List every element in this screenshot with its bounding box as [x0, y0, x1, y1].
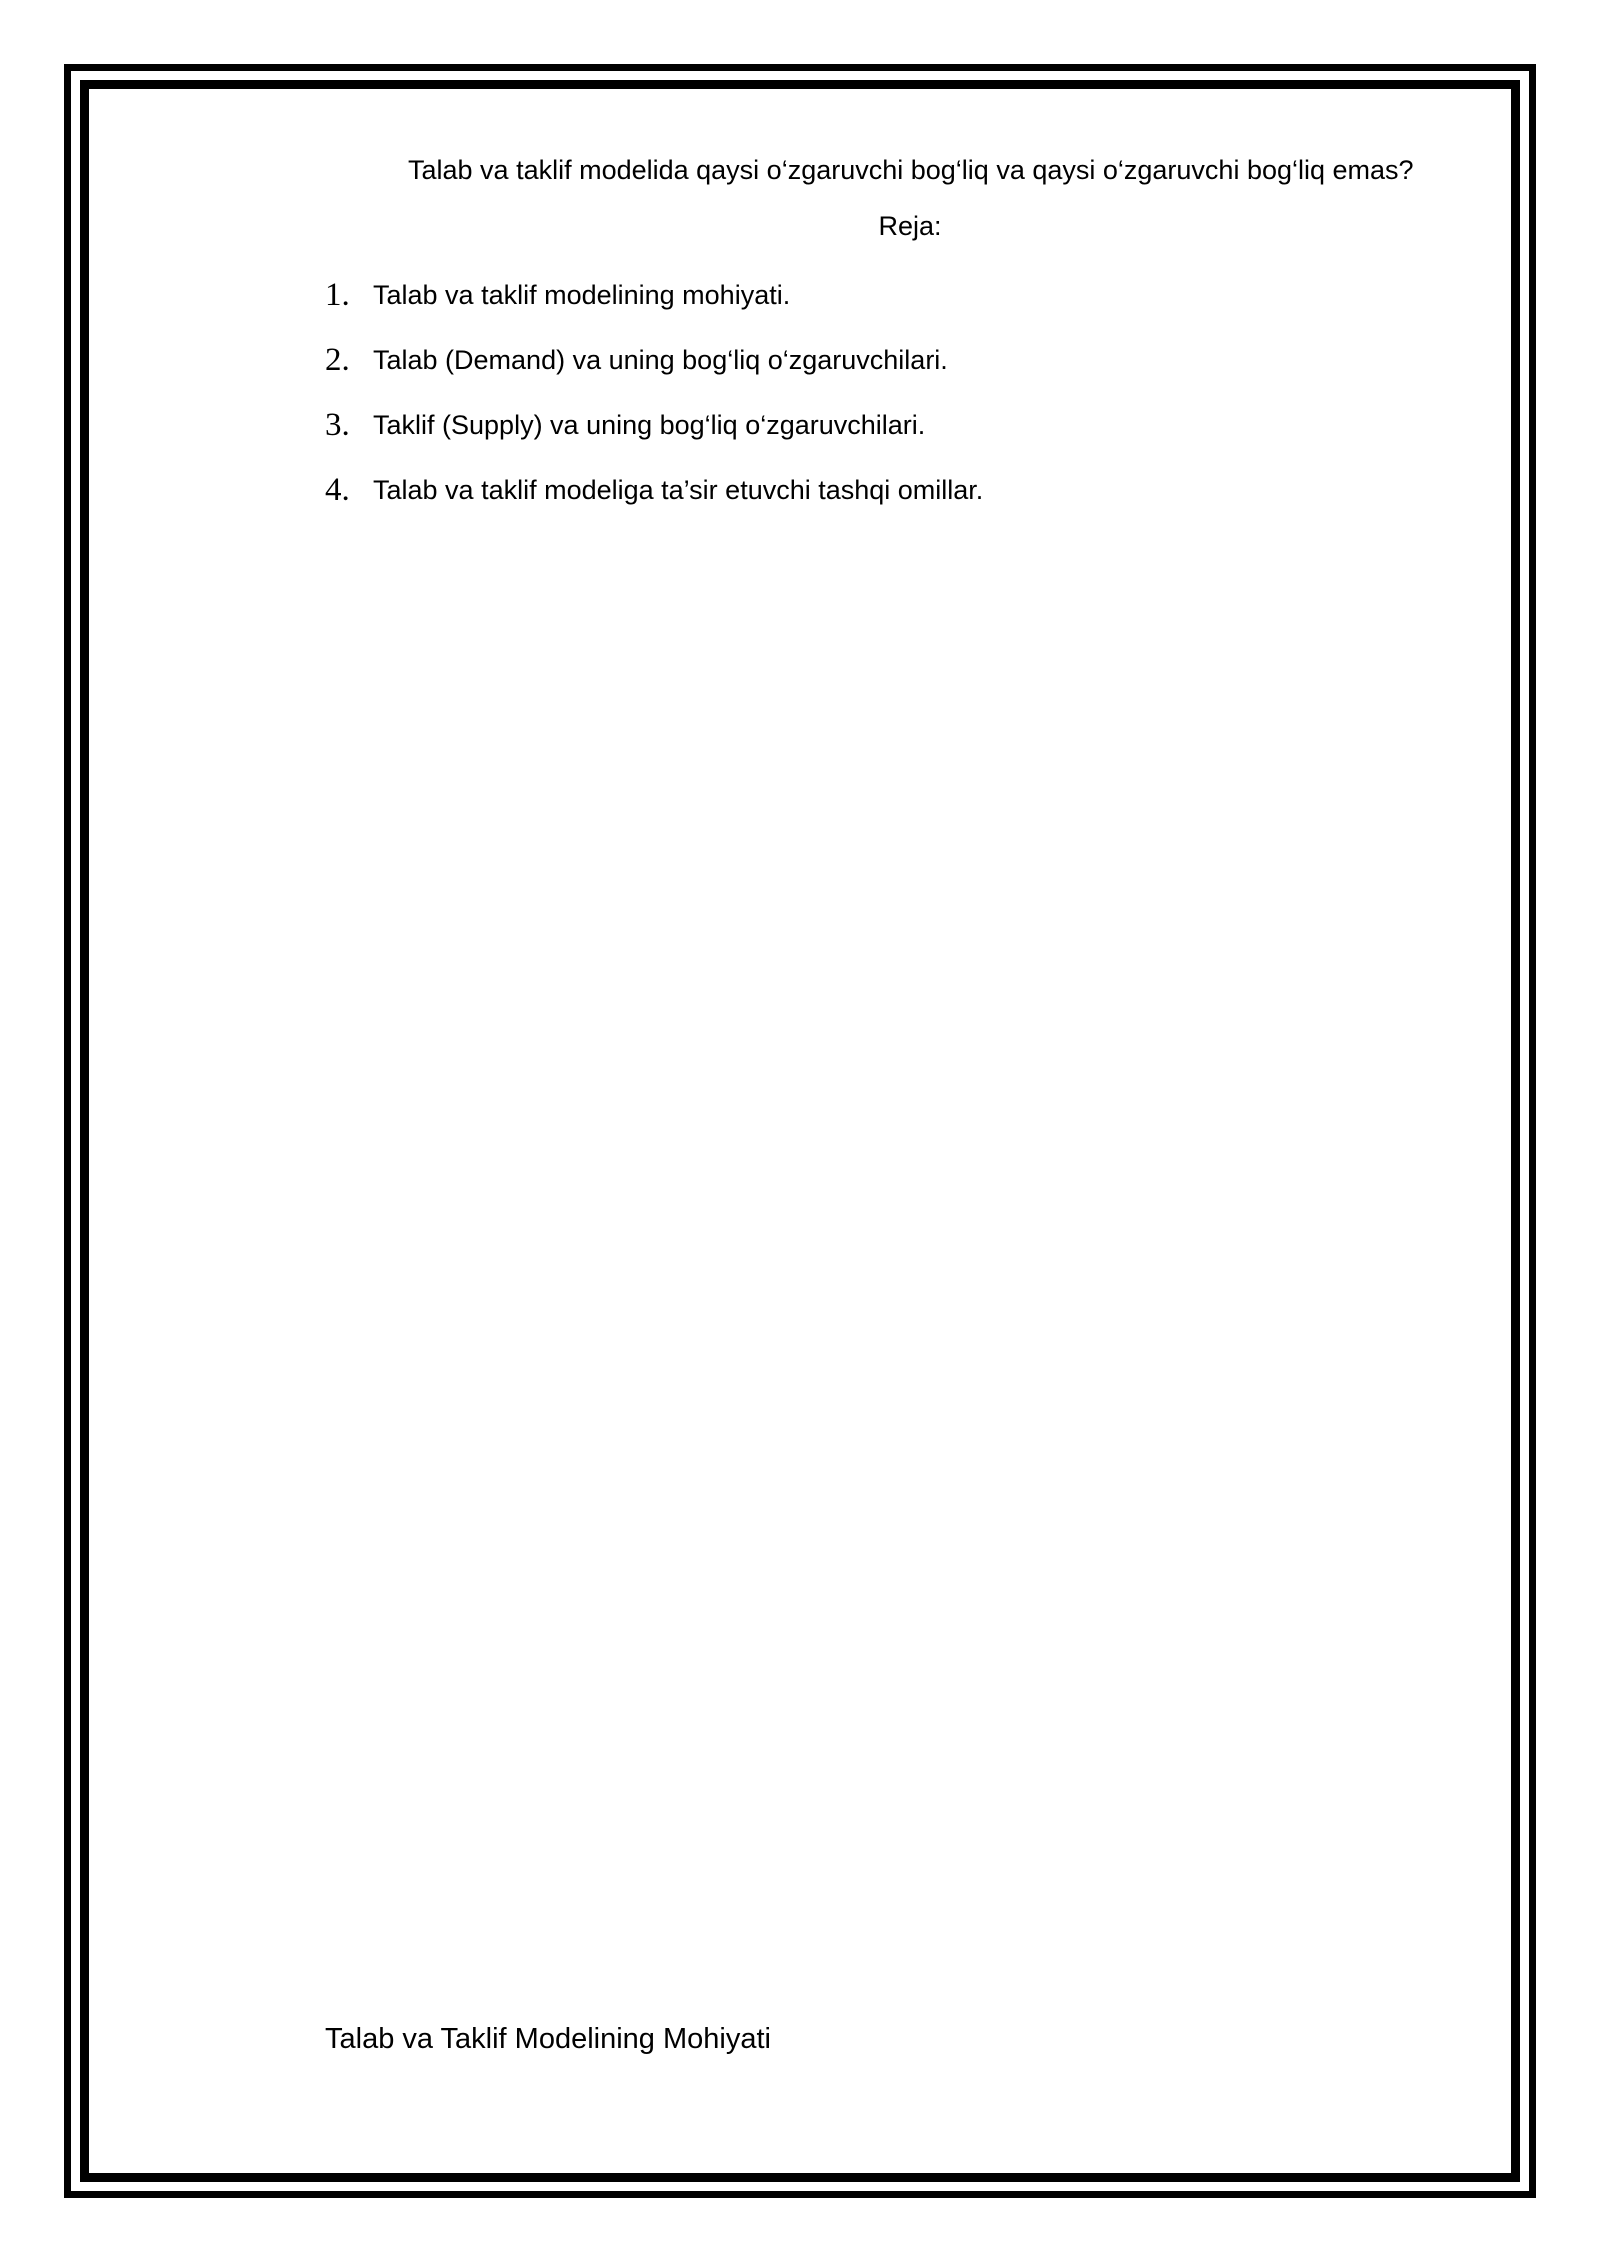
list-item-number: 2. — [325, 341, 350, 378]
list-item — [325, 457, 983, 522]
list-item-number: 3. — [325, 406, 350, 443]
list-item-text: Taklif (Supply) va uning bog‘liq o‘zgaruvchilari. — [373, 409, 926, 440]
list-item — [325, 262, 983, 327]
list-item-text: Talab va taklif modeliga ta’sir etuvchi tashqi omillar. — [373, 474, 984, 505]
list-item-number: 4. — [325, 471, 350, 508]
section-heading: Talab va Taklif Modelining Mohiyati — [325, 2023, 771, 2055]
list-item — [325, 392, 983, 457]
page-title: Talab va taklif modelida qaysi o‘zgaruvchi bog‘liq va qaysi o‘zgaruvchi bog‘liq emas? — [408, 155, 1414, 185]
plan-heading: Reja: — [878, 211, 942, 241]
list-item-number: 1. — [325, 276, 350, 313]
list-item-text: Talab va taklif modelining mohiyati. — [373, 279, 791, 310]
plan-list — [325, 262, 983, 522]
list-item — [325, 327, 983, 392]
list-item-text: Talab (Demand) va uning bog‘liq o‘zgaruvchilari. — [373, 344, 948, 375]
